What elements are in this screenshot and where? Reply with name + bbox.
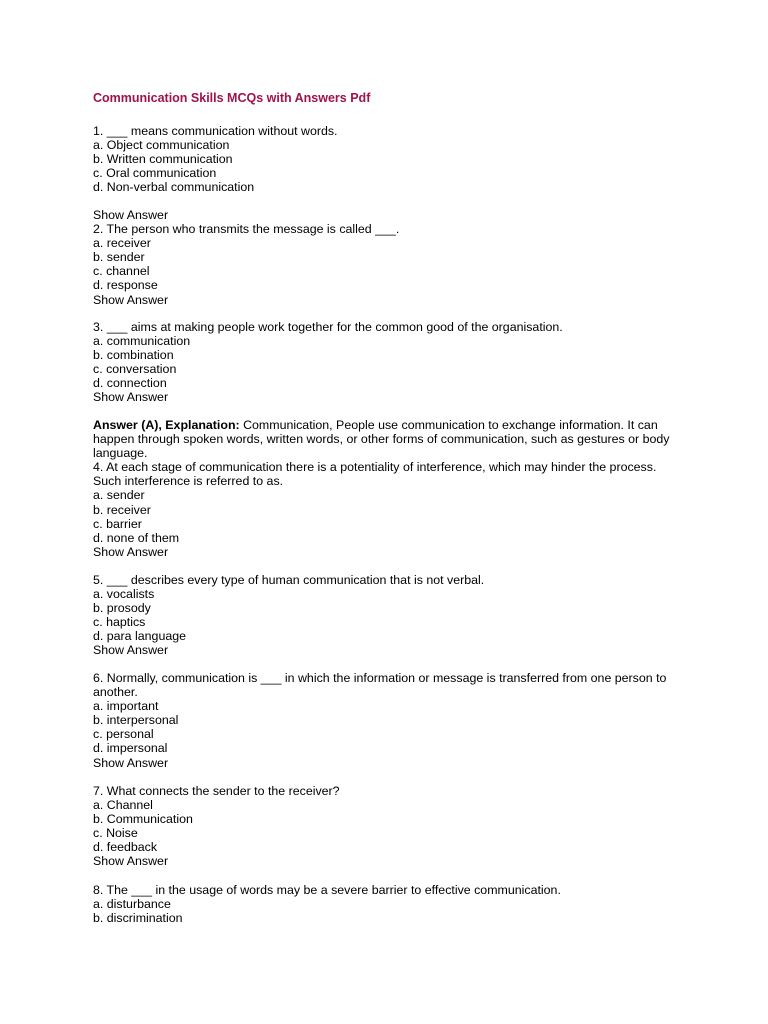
question-block — [93, 320, 678, 405]
question-block — [93, 208, 678, 307]
question-text: 7. What connects the sender to the receiver? — [93, 784, 340, 798]
option-d: d. response — [93, 278, 158, 293]
option-b: b. combination — [93, 348, 174, 363]
option-d: d. connection — [93, 376, 167, 391]
option-c: c. conversation — [93, 362, 177, 377]
option-c: c. Noise — [93, 826, 138, 841]
option-b: b. Written communication — [93, 152, 233, 167]
option-c: c. Oral communication — [93, 166, 217, 181]
option-a: a. Object communication — [93, 138, 230, 153]
show-answer-link[interactable]: Show Answer — [93, 544, 169, 559]
show-answer-link[interactable]: Show Answer — [93, 292, 169, 307]
question-text: 3. ___ aims at making people work together for the common good of the organisation. — [93, 320, 563, 334]
option-a: a. disturbance — [93, 897, 171, 912]
question-text: 6. Normally, communication is ___ in which the information or message is transferred from one person to another. — [93, 671, 667, 700]
question-block — [93, 784, 678, 869]
option-b: b. receiver — [93, 502, 151, 517]
question-block — [93, 418, 678, 559]
show-answer-link[interactable]: Show Answer — [93, 854, 169, 869]
answer-text: Communication, People use communication to exchange information. It can happen through spoken words, written words, or other forms of communication, such as gestures or body language. — [93, 418, 670, 461]
option-a: a. communication — [93, 334, 191, 349]
option-c: c. personal — [93, 727, 154, 742]
show-answer-link[interactable]: Show Answer — [93, 208, 169, 222]
question-text: 4. At each stage of communication there is a potentiality of interference, which may hinder the process. Such interference is referred to as. — [93, 460, 657, 489]
option-d: d. para language — [93, 629, 187, 644]
option-b: b. discrimination — [93, 911, 183, 926]
option-c: c. haptics — [93, 615, 146, 630]
option-b: b. prosody — [93, 601, 151, 616]
option-a: a. vocalists — [93, 587, 155, 602]
option-b: b. sender — [93, 250, 145, 265]
option-d: d. feedback — [93, 840, 158, 855]
question-block — [93, 124, 678, 194]
option-b: b. interpersonal — [93, 713, 179, 728]
question-text: 5. ___ describes every type of human communication that is not verbal. — [93, 573, 485, 587]
option-d: d. impersonal — [93, 741, 168, 756]
question-text: 2. The person who transmits the message is called ___. — [93, 222, 400, 237]
show-answer-link[interactable]: Show Answer — [93, 390, 169, 405]
option-a: a. sender — [93, 488, 145, 503]
option-d: d. Non-verbal communication — [93, 180, 255, 195]
show-answer-link[interactable]: Show Answer — [93, 755, 169, 770]
option-c: c. channel — [93, 264, 150, 279]
option-b: b. Communication — [93, 812, 193, 827]
answer-label: Answer (A), Explanation: — [93, 418, 240, 432]
option-a: a. receiver — [93, 236, 151, 251]
question-block — [93, 573, 678, 658]
question-text: 8. The ___ in the usage of words may be a severe barrier to effective communication. — [93, 883, 561, 897]
question-block — [93, 883, 678, 925]
question-block — [93, 671, 678, 770]
option-c: c. barrier — [93, 516, 142, 531]
option-a: a. important — [93, 699, 159, 714]
option-d: d. none of them — [93, 530, 180, 545]
document-title: Communication Skills MCQs with Answers Pdf — [93, 91, 371, 105]
answer-explanation — [93, 418, 678, 460]
option-a: a. Channel — [93, 798, 153, 813]
show-answer-link[interactable]: Show Answer — [93, 643, 169, 658]
question-text: 1. ___ means communication without words. — [93, 124, 338, 138]
